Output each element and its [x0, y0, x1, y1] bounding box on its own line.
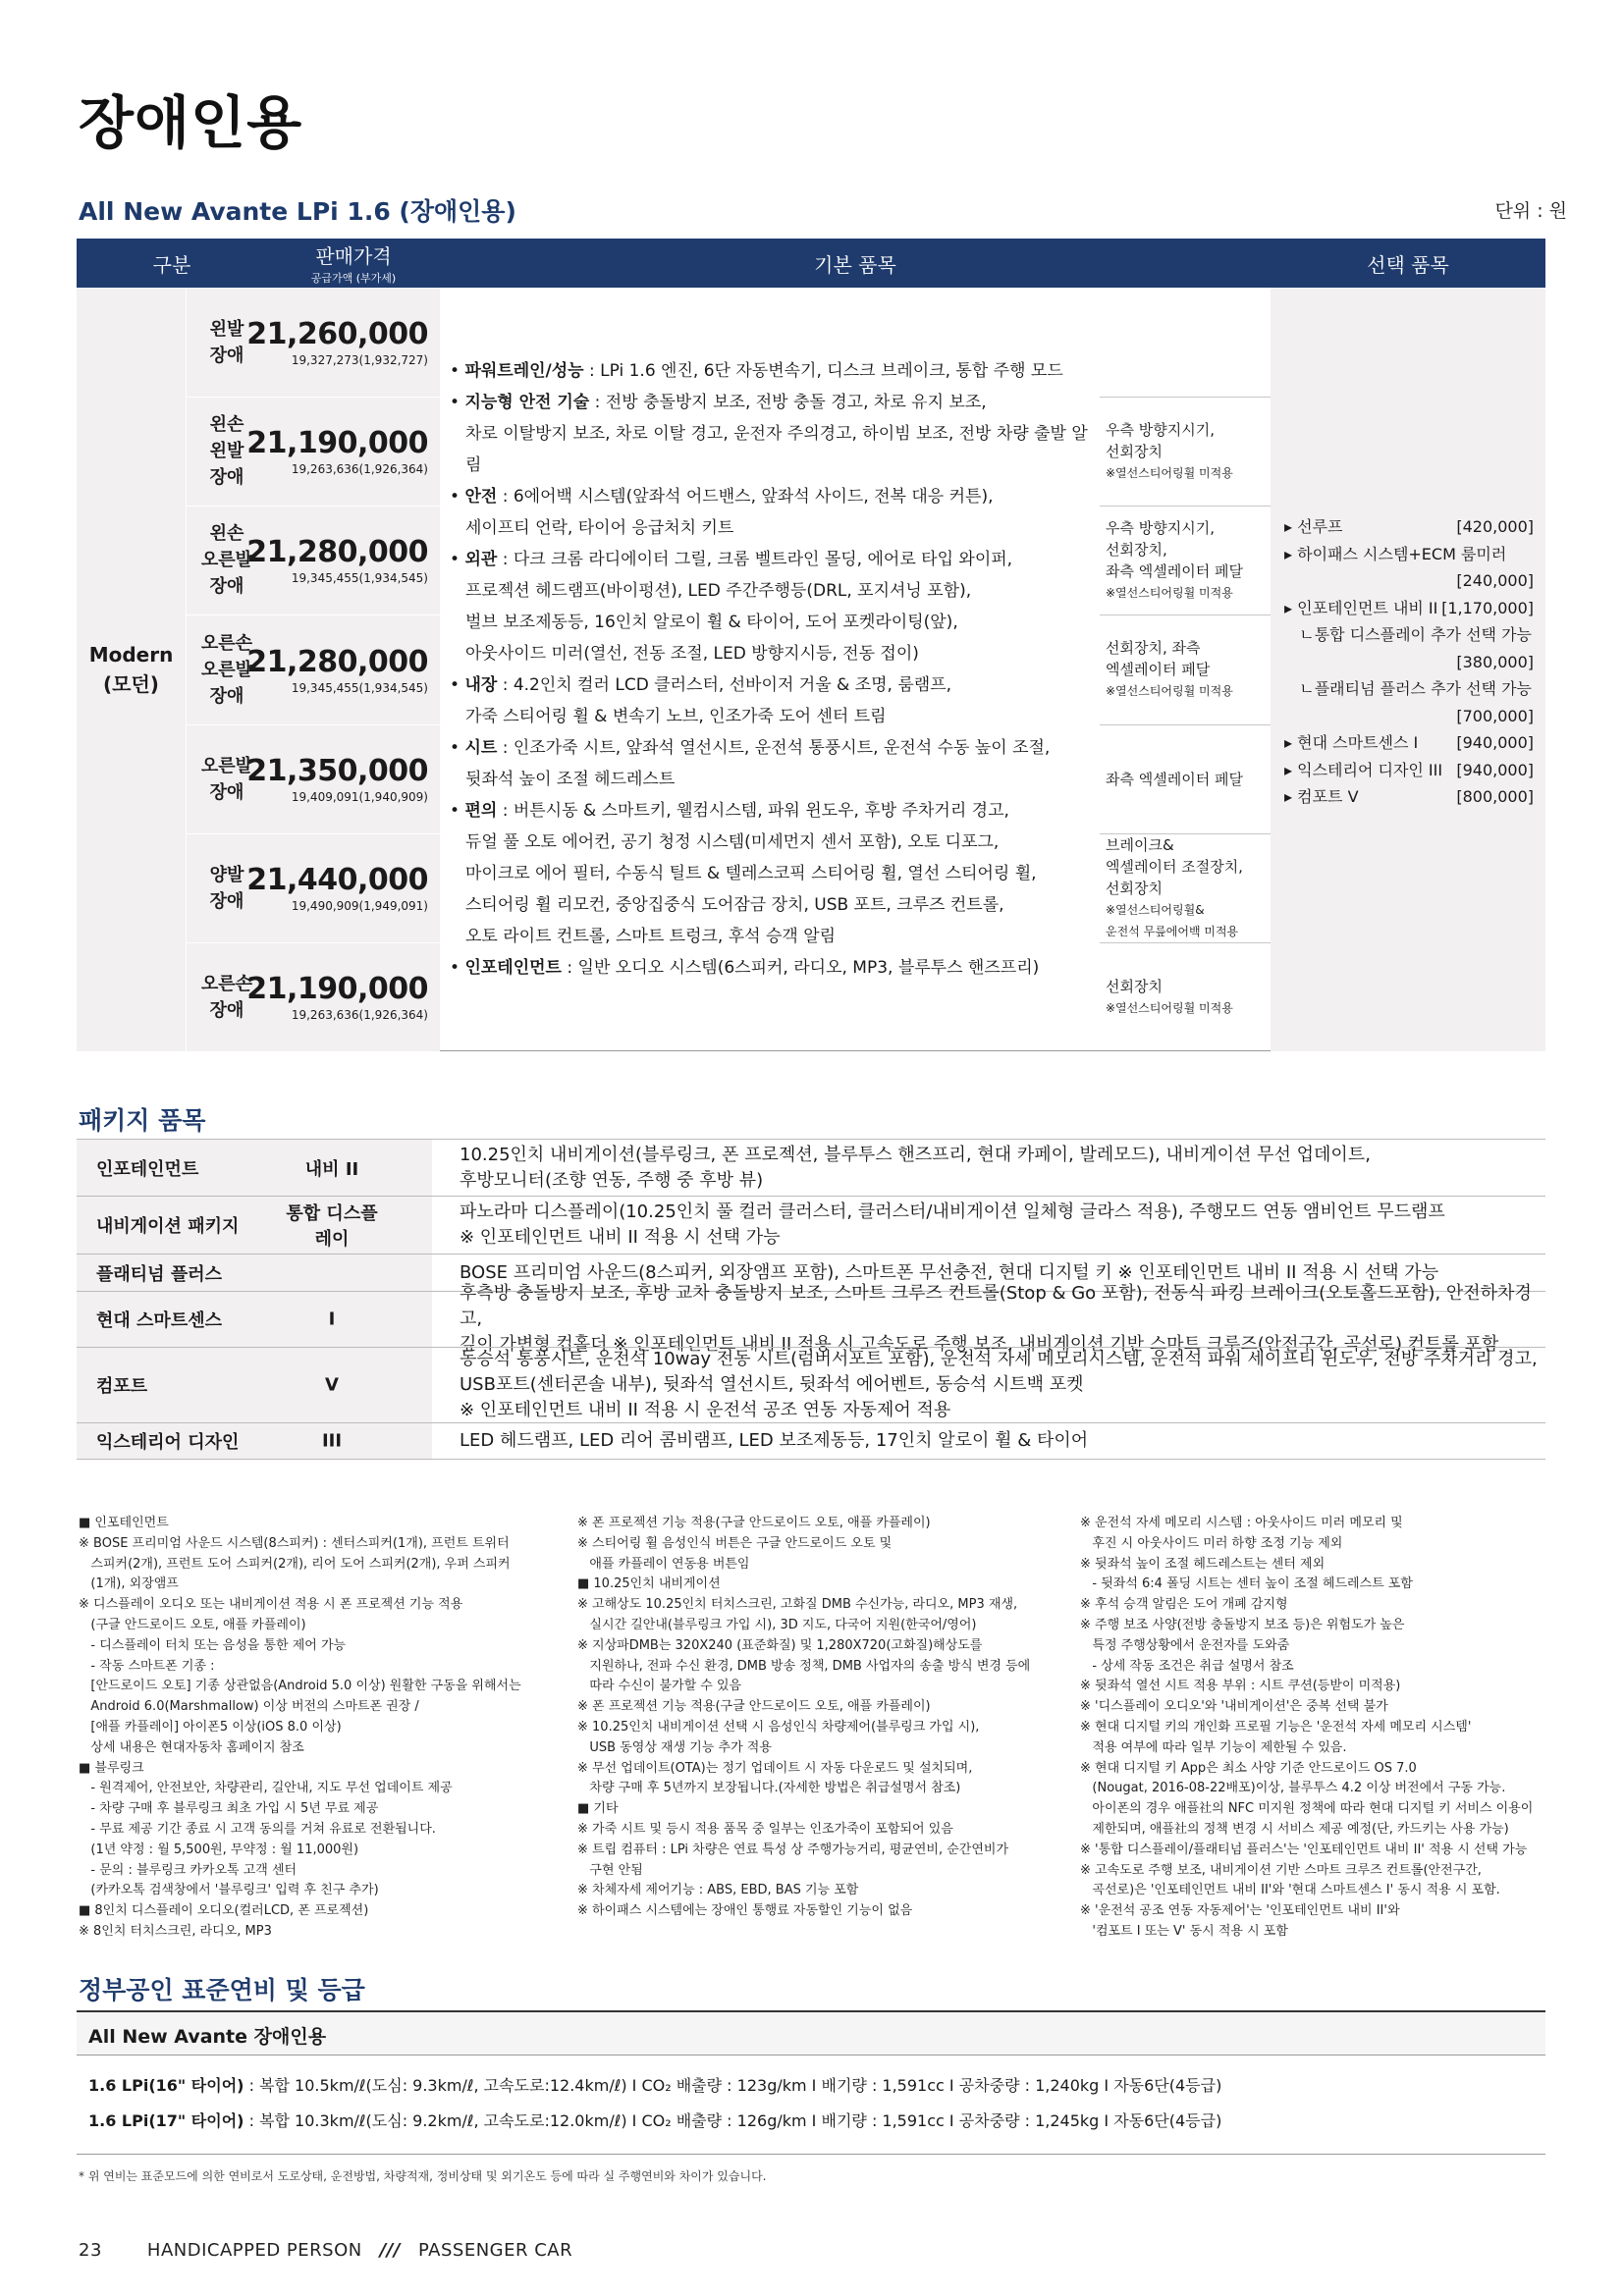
header-basic: 기본 품목 — [814, 252, 896, 277]
efficiency-label: 1.6 LPi(17" 타이어) — [88, 2111, 244, 2130]
select-item-name: ▸ 현대 스마트센스 I — [1284, 733, 1419, 752]
note-line: 후진 시 아웃사이드 미러 하향 조정 기능 제외 — [1080, 1535, 1343, 1551]
efficiency-line — [88, 2109, 1221, 2131]
trim-option — [1100, 724, 1271, 833]
trim-option-note: ※열선스티어링휠& 운전석 무릎에어백 미적용 — [1106, 902, 1239, 938]
basic-item: • 안전 : 6에어백 시스템(앞좌석 어드밴스, 앞좌석 사이드, 전복 대응 커튼), 세이프티 언락, 타이어 응급처치 키트 — [450, 487, 994, 538]
package-row — [77, 1283, 1545, 1355]
trim-option-text: 브레이크& 엑셀레이터 조절장치, 선회장치 — [1106, 835, 1243, 897]
note-line: ■ 10.25인치 내비게이션 — [577, 1576, 721, 1592]
trim-name: 왼발 장애 — [187, 288, 267, 397]
price-supply: 19,263,636(1,926,364) — [291, 1008, 428, 1022]
efficiency-line — [88, 2073, 1221, 2096]
package-desc: BOSE 프리미엄 사운드(8스피커, 외장앰프 포함), 스마트폰 무선충전, 현대 디지털 키 ※ 인포테인먼트 내비 II 적용 시 선택 가능 — [460, 1261, 1439, 1283]
model-title: All New Avante LPi 1.6 (장애인용) — [79, 197, 516, 226]
package-name: 익스테리어 디자인 — [96, 1432, 240, 1453]
package-row — [77, 1196, 1545, 1254]
trim-name: 왼손 왼발 장애 — [187, 397, 267, 506]
note-line: 차량 구매 후 5년까지 보장됩니다.(자세한 방법은 취급설명서 참조) — [577, 1781, 961, 1796]
select-item — [1284, 649, 1534, 676]
trim-option — [1100, 833, 1271, 942]
note-line: ※ '디스플레이 오디오'와 '내비게이션'은 중복 선택 불가 — [1080, 1699, 1388, 1715]
price-supply: 19,327,273(1,932,727) — [291, 353, 428, 367]
select-item-price: [380,000] — [1456, 652, 1534, 671]
efficiency-label: 1.6 LPi(16" 타이어) — [88, 2076, 244, 2095]
price-main: 21,190,000 — [246, 972, 428, 1006]
price-supply: 19,409,091(1,940,909) — [291, 790, 428, 804]
trim-option-note: ※열선스티어링휠 미적용 — [1106, 585, 1233, 600]
price-supply: 19,345,455(1,934,545) — [291, 680, 428, 695]
notes-column-1 — [79, 1514, 521, 1943]
package-sub: 내비 II — [304, 1158, 359, 1180]
price-supply: 19,345,455(1,934,545) — [291, 571, 428, 585]
package-row — [77, 1139, 1545, 1196]
select-item-name: ㄴ통합 디스플레이 추가 선택 가능 — [1284, 625, 1532, 644]
note-line: ※ 폰 프로젝션 기능 적용(구글 안드로이드 오토, 애플 카플레이) — [577, 1516, 931, 1530]
trim-option — [1100, 614, 1271, 724]
note-line: ※ 뒷좌석 높이 조절 헤드레스트는 센터 제외 — [1080, 1556, 1326, 1572]
note-line: (1개), 외장앰프 — [79, 1576, 179, 1592]
note-line: ※ 현대 디지털 키 App은 최소 사양 기준 안드로이드 OS 7.0 — [1080, 1760, 1417, 1776]
page-title: 장애인용 — [79, 89, 303, 156]
package-sub: V — [325, 1374, 339, 1396]
select-item — [1284, 595, 1534, 622]
package-name: 플래티넘 플러스 — [96, 1263, 222, 1285]
price-supply: 19,263,636(1,926,364) — [291, 462, 428, 476]
package-desc: 동승석 통풍시트, 운전석 10way 전동 시트(럼버서포트 포함), 운전석 자세 메모리시스템, 운전석 파워 세이프티 윈도우, 전방 주차거리 경고, USB포트(센터콘솔 내부), 뒷좌석 열선시트, 뒷좌석 에어벤트, 동승석 시트백 포켓 ※ 인포테인먼트 내비 II 적용 시 운전석 공조 연동 자동제어 적용 — [460, 1349, 1538, 1420]
note-line: '컴포트 I 또는 V' 동시 적용 시 포함 — [1080, 1923, 1288, 1939]
page-number: 23 — [79, 2240, 102, 2261]
note-line: ※ 운전석 자세 메모리 시스템 : 아웃사이드 미러 메모리 및 — [1080, 1516, 1403, 1530]
select-item — [1284, 541, 1534, 568]
note-line: - 원격제어, 안전보안, 차량관리, 길안내, 지도 무선 업데이트 제공 — [79, 1781, 453, 1796]
note-line: ※ 8인치 터치스크린, 라디오, MP3 — [79, 1923, 272, 1939]
trim-option-text: 좌측 엑셀레이터 페달 — [1106, 770, 1243, 788]
trim-option-text: 우측 방향지시기, 선회장치 — [1106, 420, 1215, 460]
note-line: (Nougat, 2016-08-22배포)이상, 블루투스 4.2 이상 버전에서 구동 가능. — [1080, 1781, 1506, 1796]
package-sub: 통합 디스플레이 — [286, 1203, 378, 1250]
note-line: ※ 고해상도 10.25인치 터치스크린, 고화질 DMB 수신가능, 라디오, MP3 재생, — [577, 1597, 1018, 1613]
trim-price — [246, 288, 440, 397]
note-line: (구글 안드로이드 오토, 애플 카플레이) — [79, 1617, 306, 1632]
package-desc: 파노라마 디스플레이(10.25인치 풀 컬러 클러스터, 클러스터/내비게이션 일체형 글라스 적용), 주행모드 연동 앰비언트 무드램프 ※ 인포테인먼트 내비 II 적용 시 선택 가능 — [460, 1201, 1445, 1248]
select-item — [1284, 513, 1534, 541]
note-line: ※ 현대 디지털 키의 개인화 프로필 기능은 '운전석 자세 메모리 시스템' — [1080, 1719, 1472, 1735]
note-line: 상세 내용은 현대자동차 홈페이지 참조 — [79, 1739, 304, 1755]
note-line: 애플 카플레이 연동용 버튼임 — [577, 1556, 750, 1572]
footer — [79, 2240, 572, 2261]
model-cell — [77, 288, 187, 1051]
efficiency-note: * 위 연비는 표준모드에 의한 연비로서 도로상태, 운전방법, 차량적재, 정비상태 및 외기온도 등에 따라 실 주행연비와 차이가 있습니다. — [79, 2169, 767, 2183]
note-line: 구현 안됨 — [577, 1862, 643, 1878]
package-name: 현대 스마트센스 — [96, 1310, 222, 1331]
note-line: (카카오톡 검색창에서 '블루링크' 입력 후 친구 추가) — [79, 1883, 379, 1898]
trim-option-note: ※열선스티어링휠 미적용 — [1106, 684, 1233, 698]
note-line: Android 6.0(Marshmallow) 이상 버전의 스마트폰 권장 / — [79, 1699, 419, 1715]
note-line: - 뒷좌석 6:4 폴딩 시트는 센터 높이 조절 헤드레스트 포함 — [1080, 1576, 1413, 1592]
package-desc: 10.25인치 내비게이션(블루링크, 폰 프로젝션, 블루투스 핸즈프리, 현대 카페이, 발레모드), 내비게이션 무선 업데이트, 후방모니터(조향 연동, 주행 중 후방 뷰) — [460, 1144, 1371, 1191]
trim-price — [246, 397, 440, 506]
note-line: ■ 기타 — [577, 1801, 619, 1817]
note-line: ※ 스티어링 휠 음성인식 버튼은 구글 안드로이드 오토 및 — [577, 1535, 893, 1551]
note-line: (1년 약정 : 월 5,500원, 무약정 : 월 11,000원) — [79, 1842, 359, 1857]
note-line: 특정 주행상황에서 운전자를 도와줌 — [1080, 1637, 1290, 1653]
package-row — [77, 1347, 1545, 1422]
header-price: 판매가격 공급가액 (부가세) — [310, 244, 397, 285]
basic-item: • 편의 : 버튼시동 & 스마트키, 웰컴시스템, 파워 윈도우, 후방 주차거리 경고, 듀얼 풀 오토 에어컨, 공기 청정 시스템(미세먼지 센서 포함), 오토 디포그, 마이크로 에어 필터, 수동식 틸트 & 텔레스코픽 스티어링 휠, 열선 스티어링 휠, 스티어링 휠 리모컨, 중앙집중식 도어잠금 장치, USB 포트, 크루즈 컨트롤, 오토 라이트 컨트롤, 스마트 트렁크, 후석 승객 알림 — [450, 801, 1037, 946]
note-line: ■ 8인치 디스플레이 오디오(컬러LCD, 폰 프로젝션) — [79, 1903, 369, 1919]
efficiency-head: All New Avante 장애인용 — [77, 2010, 1545, 2056]
note-line: USB 동영상 재생 기능 추가 적용 — [577, 1739, 772, 1755]
trim-option-text: 선회장치, 좌측 엑셀레이터 페달 — [1106, 639, 1211, 678]
package-name: 인포테인먼트 — [96, 1158, 199, 1180]
select-item — [1284, 757, 1534, 784]
notes-column-3 — [1080, 1514, 1533, 1943]
select-item-price: [420,000] — [1456, 517, 1534, 536]
note-line: ※ 고속도로 주행 보조, 내비게이션 기반 스마트 크루즈 컨트롤(안전구간, — [1080, 1862, 1482, 1878]
select-item — [1284, 729, 1534, 757]
note-line: 적용 여부에 따라 일부 기능이 제한될 수 있음. — [1080, 1739, 1347, 1755]
note-line: [애플 카플레이] 아이폰5 이상(iOS 8.0 이상) — [79, 1719, 342, 1735]
select-item-name: ▸ 익스테리어 디자인 III — [1284, 760, 1443, 779]
footer-left: HANDICAPPED PERSON — [146, 2240, 362, 2261]
select-items — [1271, 288, 1545, 1051]
note-line: [안드로이드 오토] 기종 상관없음(Android 5.0 이상) 원활한 구동을 위해서는 — [79, 1679, 521, 1694]
basic-items — [440, 288, 1100, 1051]
efficiency-text: : 복합 10.3km/ℓ(도심: 9.2km/ℓ, 고속도로:12.0km/ℓ) I CO₂ 배출량 : 126g/km I 배기량 : 1,591cc I 공차중량 : 1,245kg I 자동6단(4등급) — [244, 2111, 1222, 2130]
trim-name: 오른손 장애 — [187, 942, 267, 1051]
trim-price — [246, 614, 440, 724]
package-sub: I — [328, 1308, 336, 1330]
select-item-name: ▸ 선루프 — [1284, 517, 1343, 536]
note-line: ※ '운전석 공조 연동 자동제어'는 '인포테인먼트 내비 II'와 — [1080, 1903, 1400, 1919]
note-line: 실시간 길안내(블루링크 가입 시), 3D 지도, 다국어 지원(한국어/영어) — [577, 1617, 977, 1632]
price-main: 21,440,000 — [246, 863, 428, 897]
package-desc: LED 헤드램프, LED 리어 콤비램프, LED 보조제동등, 17인치 알로이 휠 & 타이어 — [460, 1430, 1089, 1451]
select-item-price: [800,000] — [1456, 787, 1534, 806]
basic-item: • 외관 : 다크 크롬 라디에이터 그릴, 크롬 벨트라인 몰딩, 에어로 타입 와이퍼, 프로젝션 헤드램프(바이펑션), LED 주간주행등(DRL, 포지셔닝 포함), 벌브 보조제동등, 16인치 알로이 휠 & 타이어, 도어 포켓라이팅(앞), 아웃사이드 미러(열선, 전동 조절, LED 방향지시등, 전동 접이) — [450, 550, 1013, 664]
note-line: ※ '통합 디스플레이/플래티넘 플러스'는 '인포테인먼트 내비 II' 적용 시 선택 가능 — [1080, 1842, 1528, 1857]
trim-price — [246, 506, 440, 614]
header-options: 선택 품목 — [1367, 252, 1449, 277]
select-item — [1284, 783, 1534, 811]
basic-item: • 내장 : 4.2인치 컬러 LCD 클러스터, 선바이저 거울 & 조명, 룸램프, 가죽 스티어링 휠 & 변속기 노브, 인조가죽 도어 센터 트림 — [450, 675, 952, 726]
price-table — [77, 239, 1545, 1051]
select-item-name: ▸ 하이패스 시스템+ECM 룸미러 — [1284, 544, 1507, 563]
trim-price — [246, 942, 440, 1051]
note-line: ※ 트립 컴퓨터 : LPi 차량은 연료 특성 상 주행가능거리, 평균연비, 순간연비가 — [577, 1842, 1009, 1857]
note-line: 아이폰의 경우 애플社의 NFC 미지원 정책에 따라 현대 디지털 키 서비스 이용이 — [1080, 1801, 1534, 1817]
price-supply: 19,490,909(1,949,091) — [291, 899, 428, 913]
note-line: ※ 가죽 시트 및 등시 적용 품목 중 일부는 인조가죽이 포함되어 있음 — [577, 1821, 953, 1837]
package-sub: III — [321, 1430, 343, 1452]
price-main: 21,350,000 — [246, 754, 428, 788]
table-body — [77, 288, 1545, 1051]
header-category: 구분 — [152, 252, 191, 277]
note-line: ※ 후석 승객 알림은 도어 개폐 감지형 — [1080, 1597, 1288, 1613]
select-item-name: ▸ 인포테인먼트 내비 II — [1284, 598, 1438, 617]
note-line: ■ 블루링크 — [79, 1760, 144, 1776]
price-main: 21,260,000 — [246, 317, 428, 351]
note-line: ※ 디스플레이 오디오 또는 내비게이션 적용 시 폰 프로젝션 기능 적용 — [79, 1597, 463, 1613]
basic-item: • 지능형 안전 기술 : 전방 충돌방지 보조, 전방 충돌 경고, 차로 유지 보조, 차로 이탈방지 보조, 차로 이탈 경고, 운전자 주의경고, 하이빔 보조, 전방 차량 출발 알림 — [450, 393, 1088, 475]
select-item — [1284, 621, 1534, 649]
select-item-name: ▸ 컴포트 V — [1284, 787, 1359, 806]
note-line: - 디스플레이 터치 또는 음성을 통한 제어 가능 — [79, 1637, 347, 1653]
note-line: ※ BOSE 프리미엄 사운드 시스템(8스피커) : 센터스피커(1개), 프런트 트위터 — [79, 1535, 510, 1551]
basic-item: • 시트 : 인조가죽 시트, 앞좌석 열선시트, 운전석 통풍시트, 운전석 수동 높이 조절, 뒷좌석 높이 조절 헤드레스트 — [450, 738, 1051, 789]
efficiency-text: : 복합 10.5km/ℓ(도심: 9.3km/ℓ, 고속도로:12.4km/ℓ) I CO₂ 배출량 : 123g/km I 배기량 : 1,591cc I 공차중량 : 1,240kg I 자동6단(4등급) — [244, 2076, 1222, 2095]
unit-label: 단위 : 원 — [1494, 200, 1567, 222]
note-line: - 차량 구매 후 블루링크 최초 가입 시 5년 무료 제공 — [79, 1801, 379, 1817]
price-main: 21,280,000 — [246, 644, 428, 679]
trim-option-text: 선회장치 — [1106, 977, 1163, 995]
note-line: 곡선로)은 '인포테인먼트 내비 II'와 '현대 스마트센스 I' 동시 적용 시 포함. — [1080, 1883, 1500, 1898]
note-line: 제한되며, 애플社의 정책 변경 시 서비스 제공 예정(단, 카드키는 사용 가능) — [1080, 1821, 1509, 1837]
basic-item: • 인포테인먼트 : 일반 오디오 시스템(6스피커, 라디오, MP3, 블루투스 핸즈프리) — [450, 958, 1040, 978]
trim-price — [246, 724, 440, 833]
table-header — [77, 239, 1545, 288]
trim-option — [1100, 942, 1271, 1051]
note-line: - 무료 제공 기간 종료 시 고객 동의를 거쳐 유료로 전환됩니다. — [79, 1821, 436, 1837]
select-item-price: [700,000] — [1456, 706, 1534, 725]
note-line: ※ 하이패스 시스템에는 장애인 통행료 자동할인 기능이 없음 — [577, 1903, 913, 1919]
select-item-price: [940,000] — [1456, 733, 1534, 752]
select-item-name: ㄴ플래티넘 플러스 추가 선택 가능 — [1284, 679, 1532, 698]
footer-right: PASSENGER CAR — [417, 2240, 573, 2261]
note-line: ※ 뒷좌석 열선 시트 적용 부위 : 시트 쿠션(등받이 미적용) — [1080, 1679, 1401, 1694]
note-line: 따라 수신이 불가할 수 있음 — [577, 1679, 742, 1694]
select-item-price: [240,000] — [1456, 571, 1534, 590]
note-line: - 문의 : 블루링크 카카오톡 고객 센터 — [79, 1862, 298, 1878]
note-line: - 작동 스마트폰 기종 : — [79, 1658, 215, 1674]
model-name: Modern (모던) — [88, 643, 174, 696]
note-line: 지원하나, 전파 수신 환경, DMB 방송 정책, DMB 사업자의 송출 방식 변경 등에 — [577, 1658, 1031, 1674]
price-main: 21,190,000 — [246, 426, 428, 460]
trim-option — [1100, 506, 1271, 614]
note-line: ※ 차체자세 제어기능 : ABS, EBD, BAS 기능 포함 — [577, 1883, 859, 1898]
trim-option-text: 우측 방향지시기, 선회장치, 좌측 엑셀레이터 페달 — [1106, 518, 1243, 580]
note-line: 스피커(2개), 프런트 도어 스피커(2개), 리어 도어 스피커(2개), 우퍼 스피커 — [79, 1556, 511, 1572]
note-line: ※ 무선 업데이트(OTA)는 정기 업데이트 시 자동 다운로드 및 설치되며, — [577, 1760, 973, 1776]
note-line: ※ 폰 프로젝션 기능 적용(구글 안드로이드 오토, 애플 카플레이) — [577, 1699, 931, 1715]
price-main: 21,280,000 — [246, 535, 428, 569]
select-item-price: [1,170,000] — [1441, 598, 1534, 617]
efficiency-title: 정부공인 표준연비 및 등급 — [79, 1976, 365, 2004]
trim-name: 오른손 오른발 장애 — [187, 614, 267, 724]
select-item — [1284, 675, 1534, 703]
trim-name: 왼손 오른발 장애 — [187, 506, 267, 614]
package-title: 패키지 품목 — [79, 1106, 206, 1135]
trim-option-note: ※열선스티어링휠 미적용 — [1106, 1000, 1233, 1015]
notes-column-2 — [577, 1514, 1030, 1922]
package-name: 컴포트 — [96, 1376, 148, 1397]
note-line: ※ 10.25인치 내비게이션 선택 시 음성인식 차량제어(블루링크 가입 시), — [577, 1719, 980, 1735]
basic-item: • 파워트레인/성능 : LPi 1.6 엔진, 6단 자동변속기, 디스크 브레이크, 통합 주행 모드 — [450, 361, 1063, 381]
trim-name: 양발 장애 — [187, 833, 267, 942]
package-name: 내비게이션 패키지 — [96, 1216, 240, 1237]
trim-name: 오른발 장애 — [187, 724, 267, 833]
trim-option-note: ※열선스티어링휠 미적용 — [1106, 465, 1233, 480]
note-line: - 상세 작동 조건은 취급 설명서 참조 — [1080, 1658, 1294, 1674]
select-item — [1284, 567, 1534, 595]
note-line: ※ 지상파DMB는 320X240 (표준화질) 및 1,280X720(고화질)해상도를 — [577, 1637, 983, 1653]
note-line: ■ 인포테인먼트 — [79, 1516, 169, 1530]
trim-price — [246, 833, 440, 942]
select-item — [1284, 703, 1534, 730]
package-row — [77, 1422, 1545, 1460]
trim-option — [1100, 397, 1271, 506]
package-desc: 후측방 충돌방지 보조, 후방 교차 충돌방지 보조, 스마트 크루즈 컨트롤(Stop & Go 포함), 전동식 파킹 브레이크(오토홀드포함), 안전하차경고, 깊이 가변형 컵홀더 ※ 인포테인먼트 내비 II 적용 시 고속도로 주행 보조, 내비게이션 기반 스마트 크루즈(안전구간, 곡선로) 컨트롤 포함 — [460, 1283, 1532, 1355]
trim-option — [1100, 288, 1271, 397]
footer-separator: /// — [379, 2240, 401, 2261]
select-item-price: [940,000] — [1456, 760, 1534, 779]
note-line: ※ 주행 보조 사양(전방 충돌방지 보조 등)은 위험도가 높은 — [1080, 1617, 1405, 1632]
